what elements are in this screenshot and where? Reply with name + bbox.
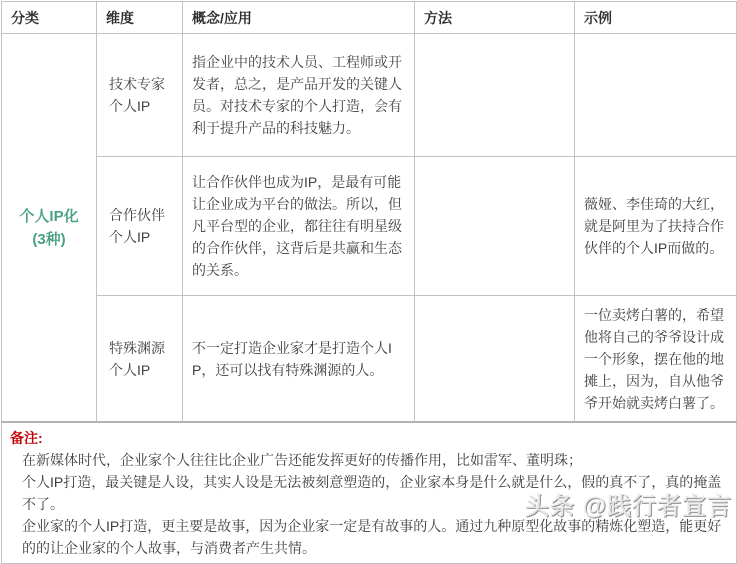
dimension-cell: 特殊渊源个人IP [97,296,183,423]
notes-cell [2,422,737,564]
example-cell: 薇娅、李佳琦的大红，就是阿里为了扶持合作伙伴的个人IP而做的。 [575,157,737,296]
ip-classification-table [1,1,737,564]
method-cell [415,157,575,296]
example-cell [575,34,737,157]
category-label-line2: (3种) [32,230,66,248]
col-header-example: 示例 [575,2,737,34]
col-header-dimension: 维度 [97,2,183,34]
category-label-line1: 个人IP化 [19,207,79,225]
concept-cell: 让合作伙伴也成为IP，是最有可能让企业成为平台的做法。所以，但凡平台型的企业，都往往有明星级的合作伙伴，这背后是共赢和生态的关系。 [183,157,415,296]
note-line: 个人IP打造，最关键是人设，其实人设是无法被刻意塑造的，企业家本身是什么就是什么，假的真不了，真的掩盖不了。 [22,474,722,512]
dimension-cell: 合作伙伴个人IP [97,157,183,296]
note-line: 企业家的个人IP打造，更主要是故事，因为企业家一定是有故事的人。通过九种原型化故事的精炼化塑造，能更好的的让企业家的个人故事，与消费者产生共情。 [22,518,722,556]
category-cell [2,34,97,423]
notes-title: 备注: [10,430,43,446]
method-cell [415,34,575,157]
header-row [2,2,737,34]
table-row [2,296,737,423]
col-header-category: 分类 [2,2,97,34]
document-page [0,1,737,556]
table-row [2,34,737,157]
dimension-cell: 技术专家个人IP [97,34,183,157]
concept-cell: 指企业中的技术人员、工程师或开发者，总之，是产品开发的关键人员。对技术专家的个人打造，会有利于提升产品的科技魅力。 [183,34,415,157]
method-cell [415,296,575,423]
col-header-method: 方法 [415,2,575,34]
note-line: 在新媒体时代，企业家个人往往比企业广告还能发挥更好的传播作用，比如雷军、董明珠； [22,452,582,468]
watermark: 头条 @践行者宣言 [524,493,732,520]
col-header-concept: 概念/应用 [183,2,415,34]
example-cell: 一位卖烤白薯的，希望他将自己的爷爷设计成一个形象，摆在他的地摊上，因为，自从他爷爷开始就卖烤白薯了。 [575,296,737,423]
table-row [2,157,737,296]
notes-row [2,422,737,564]
concept-cell: 不一定打造企业家才是打造个人IP，还可以找有特殊渊源的人。 [183,296,415,423]
